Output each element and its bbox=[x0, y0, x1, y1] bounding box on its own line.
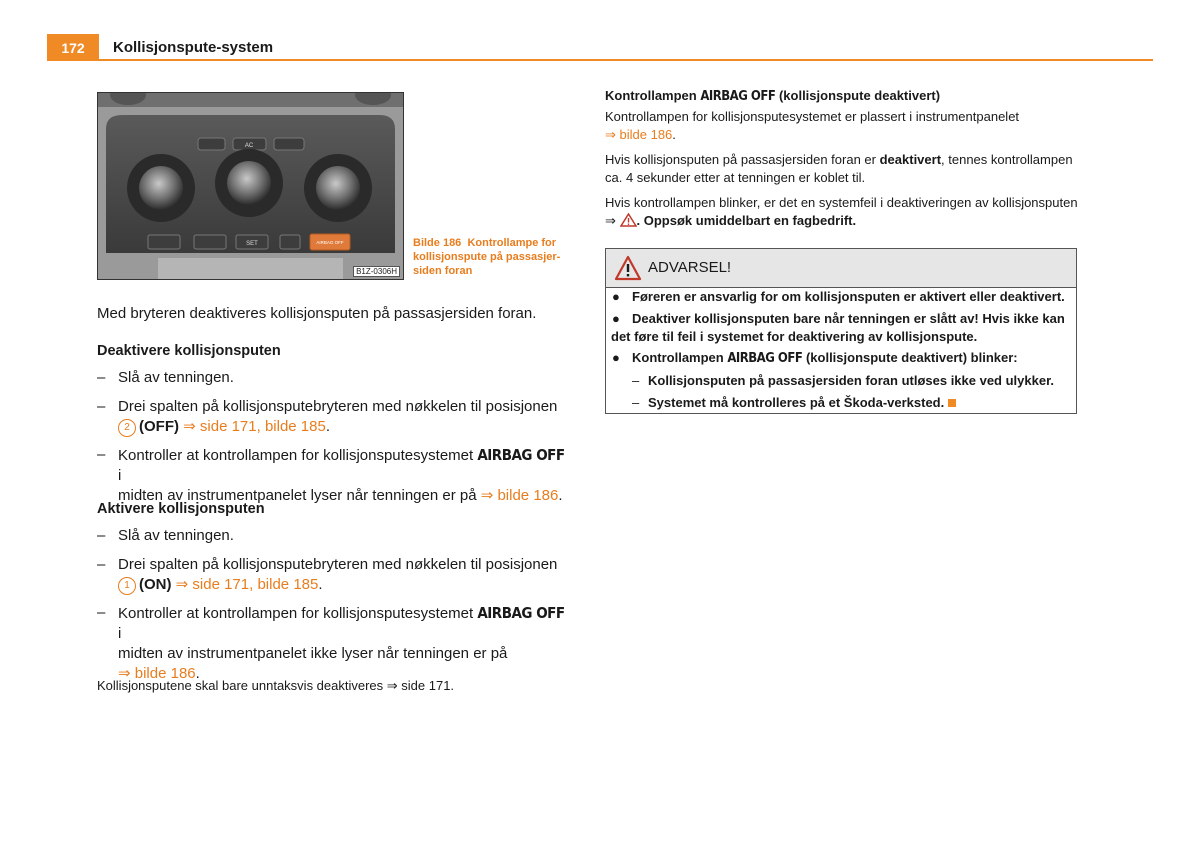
emphasis: deaktivert bbox=[879, 152, 942, 167]
paragraph-text: ca. 4 sekunder etter at tenningen er koblet til. bbox=[605, 170, 866, 185]
step-text: i bbox=[118, 625, 122, 642]
warning-text: (kollisjonspute deaktivert) blinker: bbox=[805, 350, 1018, 365]
activate-step-3 bbox=[97, 603, 572, 682]
paragraph-text: , tennes kontrollampen bbox=[941, 152, 1073, 167]
warning-header bbox=[606, 249, 1076, 288]
deactivate-step-1 bbox=[97, 368, 572, 388]
caption-prefix: Bilde 186 bbox=[413, 237, 462, 249]
fan-knob bbox=[227, 161, 271, 205]
caption-text: Kontrollampe for kollisjonspute på passasjer-siden foran bbox=[413, 237, 561, 277]
page-number: 172 bbox=[47, 34, 99, 60]
step-text: Slå av tenningen. bbox=[118, 369, 234, 386]
deactivate-heading: Deaktivere kollisjonsputen bbox=[97, 343, 281, 359]
intro-text: Med bryteren deaktiveres kollisjonsputen på passasjersiden foran. bbox=[97, 305, 537, 322]
dashboard-photo bbox=[97, 92, 404, 280]
warning-subitem-2 bbox=[648, 394, 956, 412]
climate-panel-illustration bbox=[98, 93, 403, 279]
position-number: 1 bbox=[118, 577, 136, 595]
dash: – bbox=[97, 446, 106, 463]
airbag-off-symbol: AIRBAG OFF bbox=[700, 89, 776, 104]
cross-reference-link[interactable]: ⇒ side 171, bilde 185 bbox=[183, 418, 326, 435]
warning-item-3 bbox=[632, 349, 1018, 368]
punctuation: . bbox=[672, 127, 676, 142]
paragraph-text: Hvis kollisjonsputen på passasjersiden foran er bbox=[605, 152, 876, 167]
left-temp-knob bbox=[139, 166, 183, 210]
warning-box bbox=[605, 248, 1077, 414]
figure-caption bbox=[413, 236, 573, 278]
ac-label: AC bbox=[244, 143, 254, 149]
title-text: Kontrollampen bbox=[605, 88, 697, 103]
header-divider bbox=[47, 59, 1153, 61]
step-text: Drei spalten på kollisjonsputebryteren med nøkkelen til posisjonen bbox=[118, 398, 558, 415]
right-temp-knob bbox=[316, 166, 360, 210]
bullet: ● bbox=[612, 350, 620, 365]
warning-text: Kontrollampen bbox=[632, 350, 724, 365]
paragraph-blinking bbox=[605, 194, 1080, 230]
figure-code: B1Z-0306H bbox=[353, 266, 400, 277]
dash: – bbox=[97, 369, 106, 386]
punctuation: . bbox=[318, 576, 323, 593]
dash: – bbox=[97, 556, 106, 573]
airbag-off-symbol: AIRBAG OFF bbox=[727, 351, 803, 366]
paragraph-text: Kontrollampen for kollisjonsputesystemet er plassert i instrumentpanelet bbox=[605, 109, 1020, 124]
page-title: Kollisjonspute-system bbox=[113, 39, 274, 56]
activate-step-2 bbox=[97, 555, 572, 595]
end-marker-icon bbox=[948, 399, 956, 407]
bullet: ● bbox=[612, 289, 620, 304]
paragraph-text: Hvis kontrollampen blinker, er det en systemfeil i deaktiveringen av kollisjonsputen bbox=[605, 195, 1078, 210]
dash: – bbox=[97, 398, 106, 415]
step-text: Kontroller at kontrollampen for kollisjonsputesystemet bbox=[118, 447, 474, 464]
position-label: (OFF) bbox=[139, 418, 179, 435]
warning-title: ADVARSEL! bbox=[648, 259, 732, 276]
warning-item-1: Føreren er ansvarlig for om kollisjonsputen er aktivert eller deaktivert. bbox=[632, 289, 1065, 304]
step-text: midten av instrumentpanelet ikke lyser når tenningen er på bbox=[118, 645, 508, 662]
warning-item-2: Deaktiver kollisjonsputen bare når tenningen er slått av! Hvis ikke kan bbox=[632, 311, 1065, 326]
dash: – bbox=[97, 604, 106, 621]
activate-step-1 bbox=[97, 526, 572, 546]
position-label: (ON) bbox=[139, 576, 172, 593]
cross-reference-link[interactable]: ⇒ bilde 186 bbox=[480, 487, 559, 504]
cross-reference-link[interactable]: ⇒ bilde 186 bbox=[605, 127, 673, 142]
paragraph-deactivated bbox=[605, 151, 1080, 187]
bullet: ● bbox=[612, 311, 620, 326]
step-text: midten av instrumentpanelet lyser når tenningen er på bbox=[118, 487, 477, 504]
section-title bbox=[605, 88, 940, 104]
cross-reference-link[interactable]: ⇒ side 171, bilde 185 bbox=[175, 576, 319, 593]
dash: – bbox=[97, 527, 106, 544]
step-text: Slå av tenningen. bbox=[118, 527, 234, 544]
warning-triangle-icon bbox=[614, 255, 642, 281]
position-number: 2 bbox=[118, 419, 136, 437]
airbag-lamp-text: AIRBAG OFF bbox=[316, 240, 344, 245]
warning-item-2-cont: det føre til feil i systemet for deaktivering av kollisjonspute. bbox=[611, 329, 978, 344]
arrow: ⇒ bbox=[605, 213, 616, 228]
step-text: Drei spalten på kollisjonsputebryteren med nøkkelen til posisjonen bbox=[118, 556, 558, 573]
dash: – bbox=[632, 373, 640, 388]
cross-reference-link[interactable]: ⇒ bilde 186 bbox=[118, 665, 196, 682]
footnote: Kollisjonsputene skal bare unntaksvis deaktiveres ⇒ side 171. bbox=[97, 678, 455, 693]
punctuation: . bbox=[558, 487, 563, 504]
warning-triangle-icon bbox=[620, 213, 637, 227]
warning-text: Systemet må kontrolleres på et Škoda-verksted. bbox=[648, 395, 945, 410]
emphasis: . Oppsøk umiddelbart en fagbedrift. bbox=[636, 213, 857, 228]
punctuation: . bbox=[325, 418, 330, 435]
step-text: Kontroller at kontrollampen for kollisjonsputesystemet bbox=[118, 605, 474, 622]
deactivate-step-2 bbox=[97, 397, 572, 437]
airbag-off-symbol: AIRBAG OFF bbox=[477, 446, 565, 464]
airbag-off-symbol: AIRBAG OFF bbox=[477, 604, 565, 622]
paragraph-location bbox=[605, 108, 1080, 144]
warning-subitem-1: Kollisjonsputen på passasjersiden foran utløses ikke ved ulykker. bbox=[648, 373, 1055, 388]
punctuation: . bbox=[195, 665, 200, 682]
step-text: i bbox=[118, 467, 122, 484]
set-label: SET bbox=[246, 241, 258, 247]
activate-heading: Aktivere kollisjonsputen bbox=[97, 501, 265, 517]
deactivate-step-3 bbox=[97, 445, 572, 504]
dash: – bbox=[632, 395, 640, 410]
title-text: (kollisjonspute deaktivert) bbox=[778, 88, 941, 103]
